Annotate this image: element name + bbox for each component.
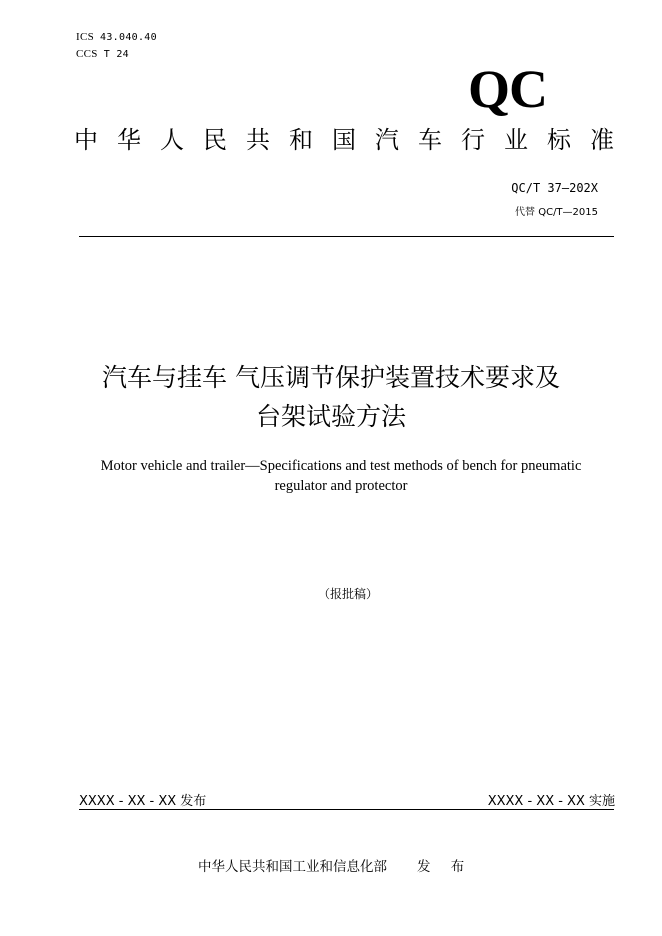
standard-category-char: 汽: [375, 126, 399, 154]
issuer-action: 发 布: [417, 859, 473, 875]
standard-category-char: 业: [504, 126, 528, 154]
issuer-name: 中华人民共和国工业和信息化部: [198, 859, 387, 875]
standard-category-char: 中: [74, 126, 98, 154]
standard-category-char: 共: [246, 126, 270, 154]
standard-category-char: 华: [117, 126, 141, 154]
issue-date: XXXX - XX - XX 发布: [79, 794, 207, 809]
title-cn-line1: 汽车与挂车 气压调节保护装置技术要求及: [102, 363, 560, 392]
draft-status: （报批稿）: [317, 587, 378, 601]
ccs-value: T 24: [103, 49, 129, 60]
ccs-label: CCS: [76, 48, 98, 60]
qc-logo: QC: [468, 59, 547, 119]
ics-label: ICS: [76, 31, 95, 43]
standard-category-char: 行: [461, 126, 485, 154]
standard-category-char: 民: [203, 126, 227, 154]
replaces-note: 代替 QC/T—2015: [515, 207, 598, 218]
title-cn-line2: 台架试验方法: [255, 402, 406, 431]
standard-category-char: 和: [289, 126, 313, 154]
standard-category-char: 国: [332, 126, 356, 154]
standard-category-char: 准: [590, 126, 614, 154]
standard-category-char: 标: [547, 126, 571, 154]
implement-date: XXXX - XX - XX 实施: [487, 794, 615, 809]
title-en-line1: Motor vehicle and trailer—Specifications and test methods of bench for pneumatic: [100, 458, 582, 474]
standard-number: QC/T 37—202X: [511, 181, 598, 195]
standard-category: [74, 128, 614, 152]
title-en-line2: regulator and protector: [274, 478, 408, 494]
ccs-code: [76, 48, 129, 60]
standard-category-char: 车: [418, 126, 442, 154]
ics-value: 43.040.40: [100, 32, 157, 43]
bottom-divider: [79, 809, 614, 810]
issuer: [198, 855, 472, 875]
top-divider: [79, 236, 614, 237]
ics-code: [76, 31, 157, 43]
standard-category-char: 人: [160, 126, 184, 154]
